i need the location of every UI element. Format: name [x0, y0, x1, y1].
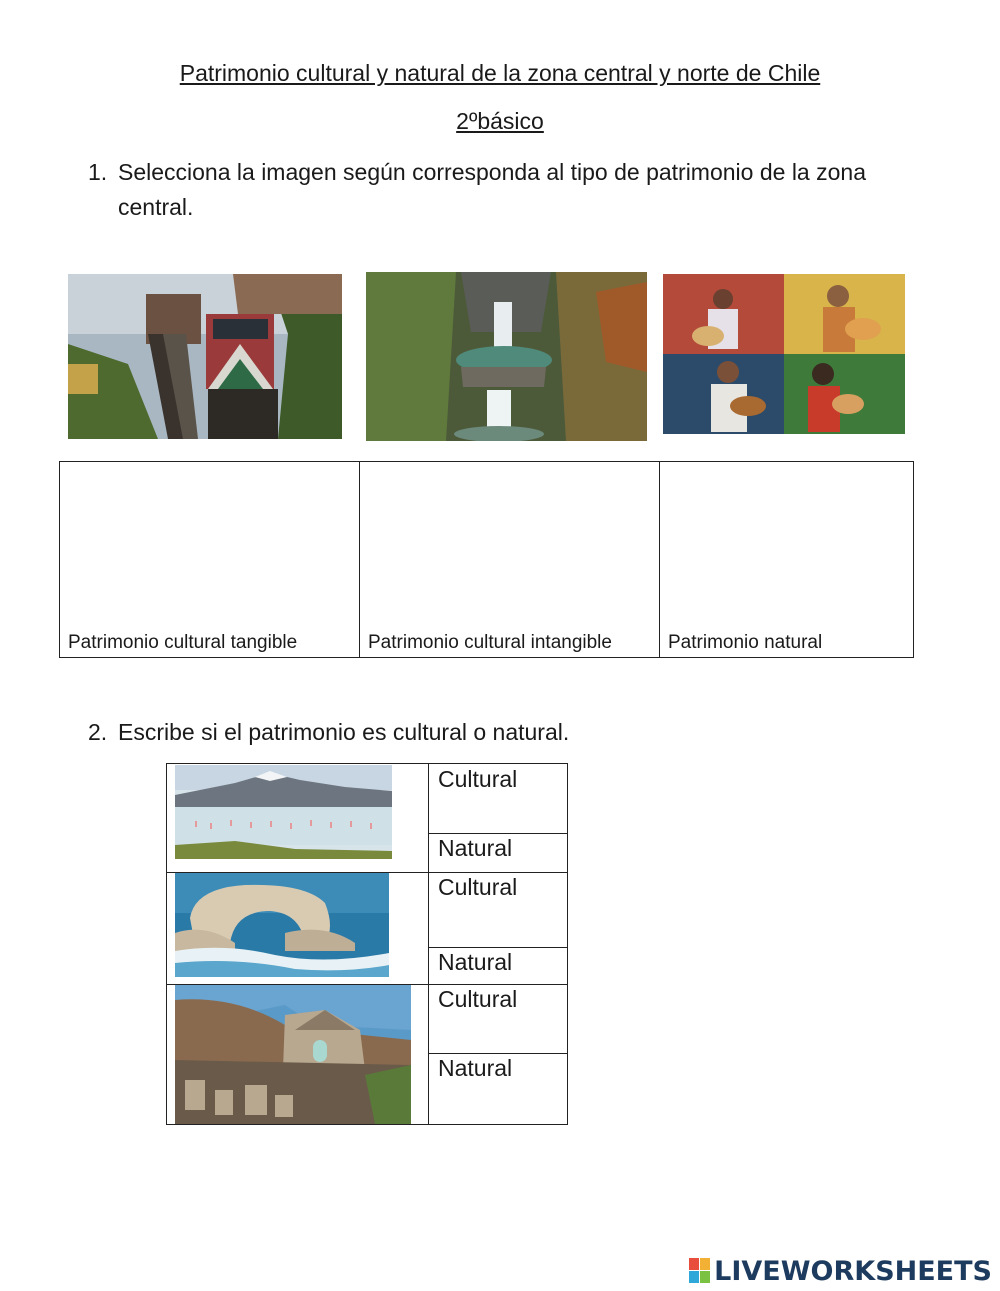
waterfall-photo[interactable] — [366, 272, 647, 441]
musicians-photo[interactable] — [663, 274, 905, 434]
drop-zone-natural[interactable] — [659, 462, 913, 657]
question-number: 2. — [88, 719, 108, 745]
question-1 — [88, 155, 908, 225]
category-label: Patrimonio cultural tangible — [68, 632, 298, 653]
question-text: Selecciona la imagen según corresponda al tipo de patrimonio de la zona central. — [118, 159, 866, 220]
desert-church-photo — [175, 985, 411, 1124]
brand-logo — [689, 1253, 992, 1289]
salt-lake-flamingos-photo — [175, 765, 392, 859]
liveworksheets-logo-icon — [689, 1258, 711, 1284]
rock-arch-sea-photo — [175, 873, 389, 977]
option-natural-1[interactable]: Natural — [438, 835, 513, 861]
option-cultural-1[interactable]: Cultural — [438, 766, 518, 792]
category-label: Patrimonio natural — [668, 632, 823, 653]
drop-zone-tangible[interactable] — [60, 462, 360, 657]
funicular-photo[interactable] — [68, 274, 342, 439]
drop-zone-intangible[interactable] — [359, 462, 660, 657]
brand-name: LIVEWORKSHEETS — [714, 1255, 992, 1287]
question-number: 1. — [88, 159, 108, 185]
option-natural-2[interactable]: Natural — [438, 949, 513, 975]
option-cultural-2[interactable]: Cultural — [438, 874, 518, 900]
classification-table — [166, 763, 568, 1125]
grade-label: 2ºbásico — [456, 108, 544, 134]
category-table — [59, 461, 914, 658]
question-text: Escribe si el patrimonio es cultural o natural. — [118, 719, 570, 745]
option-natural-3[interactable]: Natural — [438, 1055, 513, 1081]
option-cultural-3[interactable]: Cultural — [438, 986, 518, 1012]
category-label: Patrimonio cultural intangible — [368, 632, 612, 653]
worksheet-title: Patrimonio cultural y natural de la zona central y norte de Chile — [179, 60, 821, 86]
question-2 — [88, 716, 788, 748]
